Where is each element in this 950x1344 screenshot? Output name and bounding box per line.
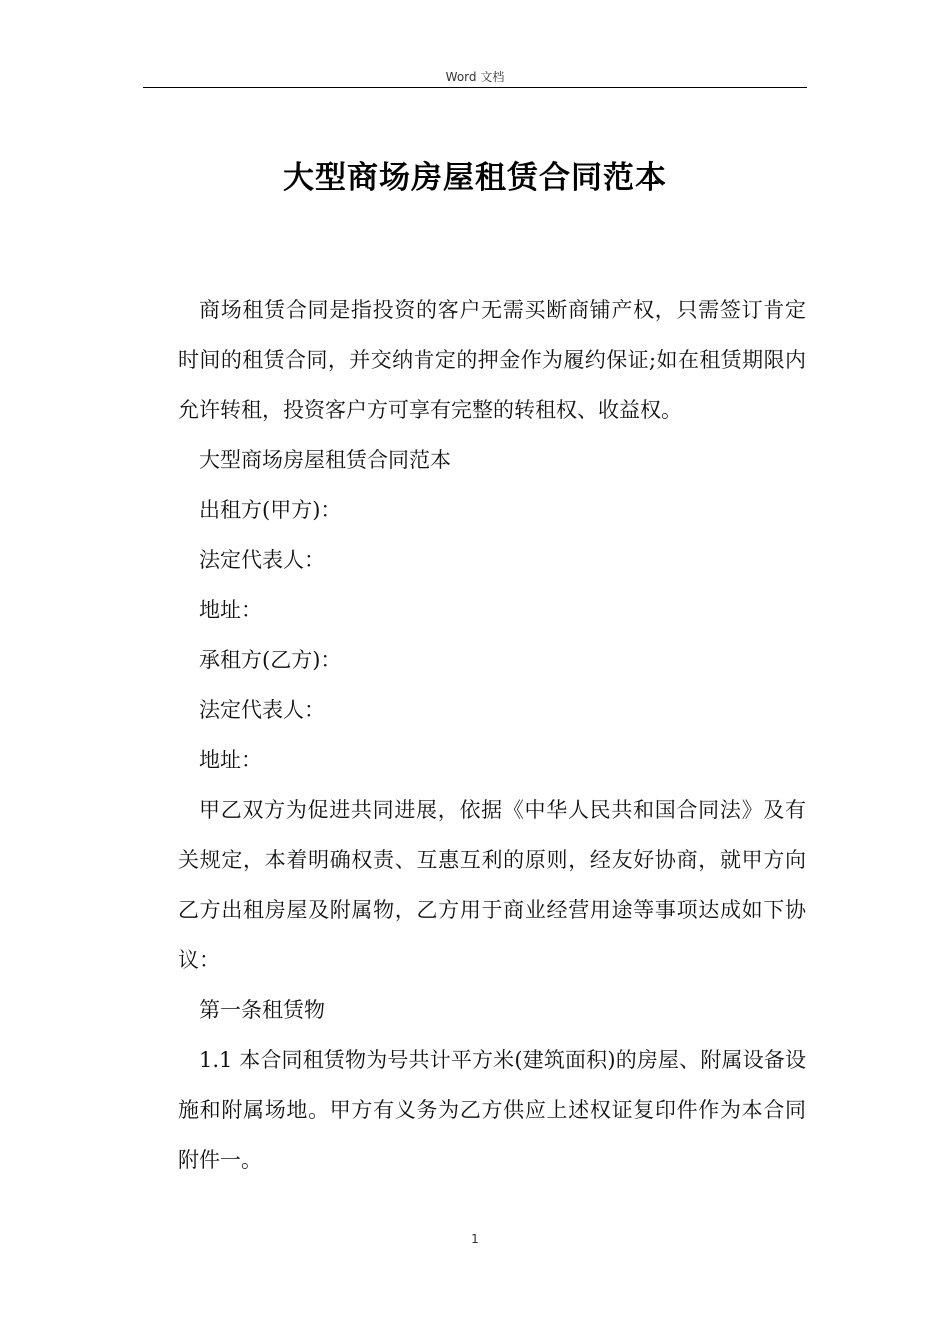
header-divider bbox=[143, 87, 807, 88]
paragraph-article-1-heading: 第一条租赁物 bbox=[199, 998, 325, 1022]
document-body bbox=[178, 285, 806, 1185]
document-title: 大型商场房屋租赁合同范本 bbox=[283, 160, 667, 196]
paragraph-lessee: 承租方(乙方)： bbox=[199, 648, 342, 672]
paragraph-lessor: 出租方(甲方)： bbox=[199, 498, 342, 522]
paragraph-lessee-address: 地址： bbox=[199, 748, 262, 772]
paragraph-preamble: 甲乙双方为促进共同进展，依据《中华人民共和国合同法》及有关规定，本着明确权责、互惠互利的原则，经友好协商，就甲方向乙方出租房屋及附属物，乙方用于商业经营用途等事项达成如下协议： bbox=[178, 798, 806, 972]
paragraph-lessor-representative: 法定代表人： bbox=[199, 548, 325, 572]
page-number: 1 bbox=[471, 1232, 479, 1246]
paragraph-intro: 商场租赁合同是指投资的客户无需买断商铺产权，只需签订肯定时间的租赁合同，并交纳肯定的押金作为履约保证;如在租赁期限内允许转租，投资客户方可享有完整的转租权、收益权。 bbox=[178, 298, 806, 422]
paragraph-lessor-address: 地址： bbox=[199, 598, 262, 622]
page-header-label: Word 文档 bbox=[445, 70, 505, 84]
paragraph-lessee-representative: 法定代表人： bbox=[199, 698, 325, 722]
paragraph-subtitle: 大型商场房屋租赁合同范本 bbox=[199, 448, 451, 472]
paragraph-clause-1-1: 1.1 本合同租赁物为号共计平方米(建筑面积)的房屋、附属设备设施和附属场地。甲方有义务为乙方供应上述权证复印件作为本合同附件一。 bbox=[178, 1048, 806, 1172]
